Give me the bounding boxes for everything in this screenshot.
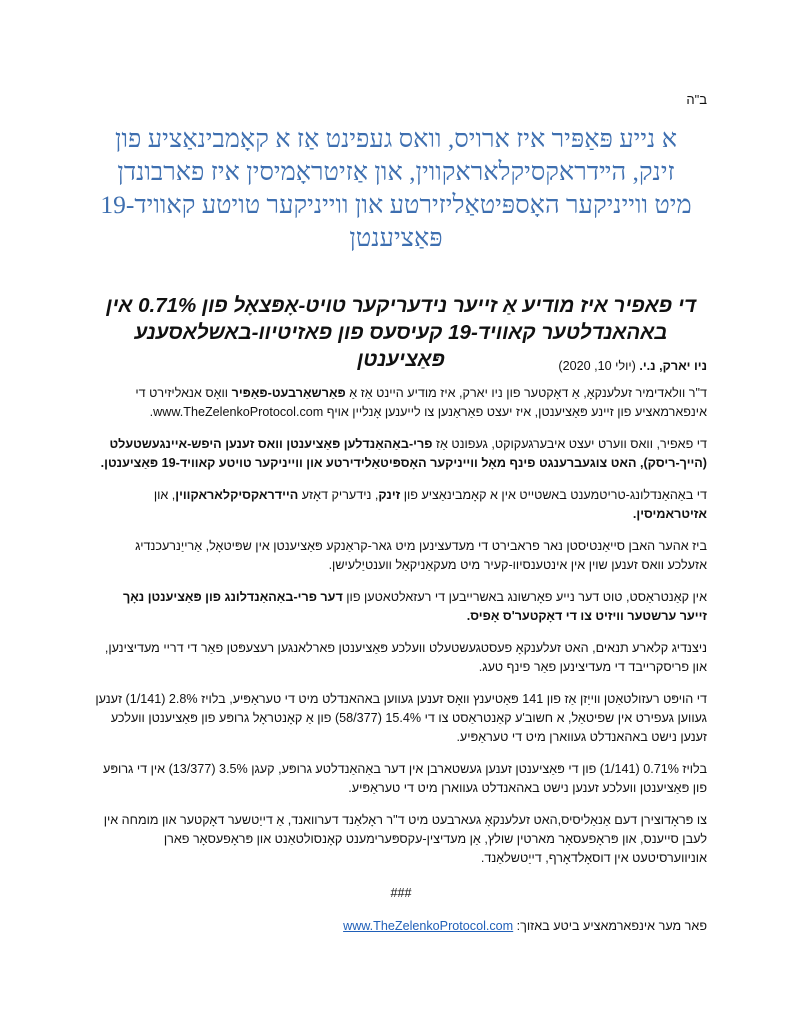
text-segment: ד"ר וולאדימיר זעלענקאָ, אַ דאָקטער פון ניו יארק, איז מודיע היינט אַז אַ [345,386,707,400]
title-line: פּאַציענטן [349,223,443,252]
text-segment: די באַהאַנדלונג-טריטמענט באשטייט אין א קאָמבינאַציע פון [400,488,707,502]
body-text [95,357,707,949]
website-link[interactable]: www.TheZelenkoProtocol.com [343,919,514,933]
paragraph-treatment [95,486,707,524]
text-segment: , נידעריק דאָזע [298,488,379,502]
subtitle-line: באהאנדלטער קאוויד-19 קעיסעס פון פאזיטיוו-באשלאסענע פּאַציענטן [134,321,668,371]
paragraph-intro [95,384,707,422]
text-segment: די פאפיר, וואס ווערט יעצט איבערגעקוקט, געפונט אַז [432,437,707,451]
paragraph-hospitalization-results: די הויפּט רעזולטאַטן ווייַזן אַז פון 141 פּאַטיענץ וואָס זענען געווען באהאנדלט מיט די טעראַפּיע, בלויז 2.8% (1/141) זענען געווען געפירט אין שפיטאַל, א חשוב'ע קאַנטראַסט צו די 15.4% (58/377) פון אַ קאָנטראָל גרופּע פון פּאַציענטן וועלכע זענען נישט באהאנדלט געווארן מיט די טעראַפּיע. [95,692,707,744]
paragraph-criteria: ניצנדיג קלארע תנאים, האט זעלענקאָ פעסטגעשטעלט וועלכע פּאַציענטן פארלאנגען רעצעפּטן פאַר די דריי מעדיצינען, און פריסקרייבד די מעדיצינען פאַר פינף טעג. [104,641,707,674]
bh-header: ב"ה [686,92,707,107]
paragraph-contrast [95,588,707,626]
text-bold-segment: אזיטראמיסין. [632,507,707,521]
more-info-label: פאר מער אינפארמאציע ביטע באזוך: [513,919,707,933]
dateline-place: ניו יארק, נ.י. [639,359,707,373]
subtitle-line: די פאפיר איז מודיע אַ זייער נידעריקער טויט-אָפּצאָל פון 0.71% אין [106,294,696,317]
text-segment: אין קאַנטראַסט, טוט דער נייע פאָרשונג באשרייבען די רעזאלטאטען פון [342,590,707,604]
text-bold-segment: פרי-באַהאַנדלען פּאַציענטן וואס זענען היפש-איינגעשטעלט (הייך-ריסק), האט צוגעברענגט פינף מאָל ווייניקער האָספּיטאַלידירטע און ווייניקער טויטע קאוויד-19 פּאַציענטן. [100,437,707,470]
text-segment: וואָס אנאליזירט די אינפארמאציע פון זיינע פּאַציענטן, איז יעצט פאַראַנען צו לייענען אָנליין אויף [135,386,707,419]
title-line: זינק, הײדראקסיקלאראקווין, און אַזיטראָמיסין איז פארבונדן [117,157,675,186]
text-bold-segment: פּאַרשאַרבעט-פּאַפּיר [231,386,346,400]
text-bold-segment: הײדראקסיקלאראקווין [175,488,299,502]
dateline-date: (יולי 10, 2020) [558,359,636,373]
title-line: מיט ווייניקער האָספּיטאַליזירטע און ווייניקער טויטע קאוויד-19 [100,190,692,219]
text-segment: , און [153,488,176,502]
paragraph-collaborators: צו פּראָדוצירן דעם אַנאַליסיס,האט זעלענקאָ געארבעט מיט ד"ר ראָלאַנד דערוואנד, אַ דייַטשער דאָקטער און מומחה אין לעבן סייענס, און פּראָפעסאָר מארטין שולץ, אַן מעדיצין-עקספּערימענט קאָנסולטאַנט און פּראָפעסאָר פארן אוניווערסיטעט אין דוסאָלדאָרף, דייַטשלאַנד. [103,813,707,865]
paragraph-mortality-results: בלויז 0.71% (1/141) פון די פּאַציענטן זענען געשטארבן אין דער באַהאַנדלטע גרופּע, קעגן 3.5% (13/377) אין די גרופּע פון פּאַציענטן וועלכע זענען נישט באהאנדלט געווארן מיט די טעראַפּיע. [103,762,707,795]
inline-url-text: www.TheZelenkoProtocol.com [153,405,324,419]
text-bold-segment: דער פרי-באַהאַנדלונג פון פּאַציענטן נאָך זייער ערשטער וויזיט צו די דאָקטער'ס אָפיס. [122,590,707,623]
end-separator: ### [390,886,412,900]
press-release-title [75,122,717,254]
more-info-line [95,917,707,936]
dateline [95,357,707,376]
text-segment: . [149,405,154,419]
paragraph-findings [95,435,707,473]
text-bold-segment: זינק [378,488,401,502]
paragraph-background: ביז אהער האבן סייאַנטיסטן נאר פראבירט די מעדעצינען מיט גאר-קראַנקע פּאַציענטן אין שפּיטאָל, אַרייַנרעכנדיג אזעלכע וואס זענען שוין אין אינטענסיוו-קעיר מיט מעקאַניקאַל ווענטיַלעישן. [135,539,707,572]
title-line: א נייע פּאַפּיר איז ארויס, וואס געפינט אַז א קאָמבינאַציע פון [114,124,678,153]
